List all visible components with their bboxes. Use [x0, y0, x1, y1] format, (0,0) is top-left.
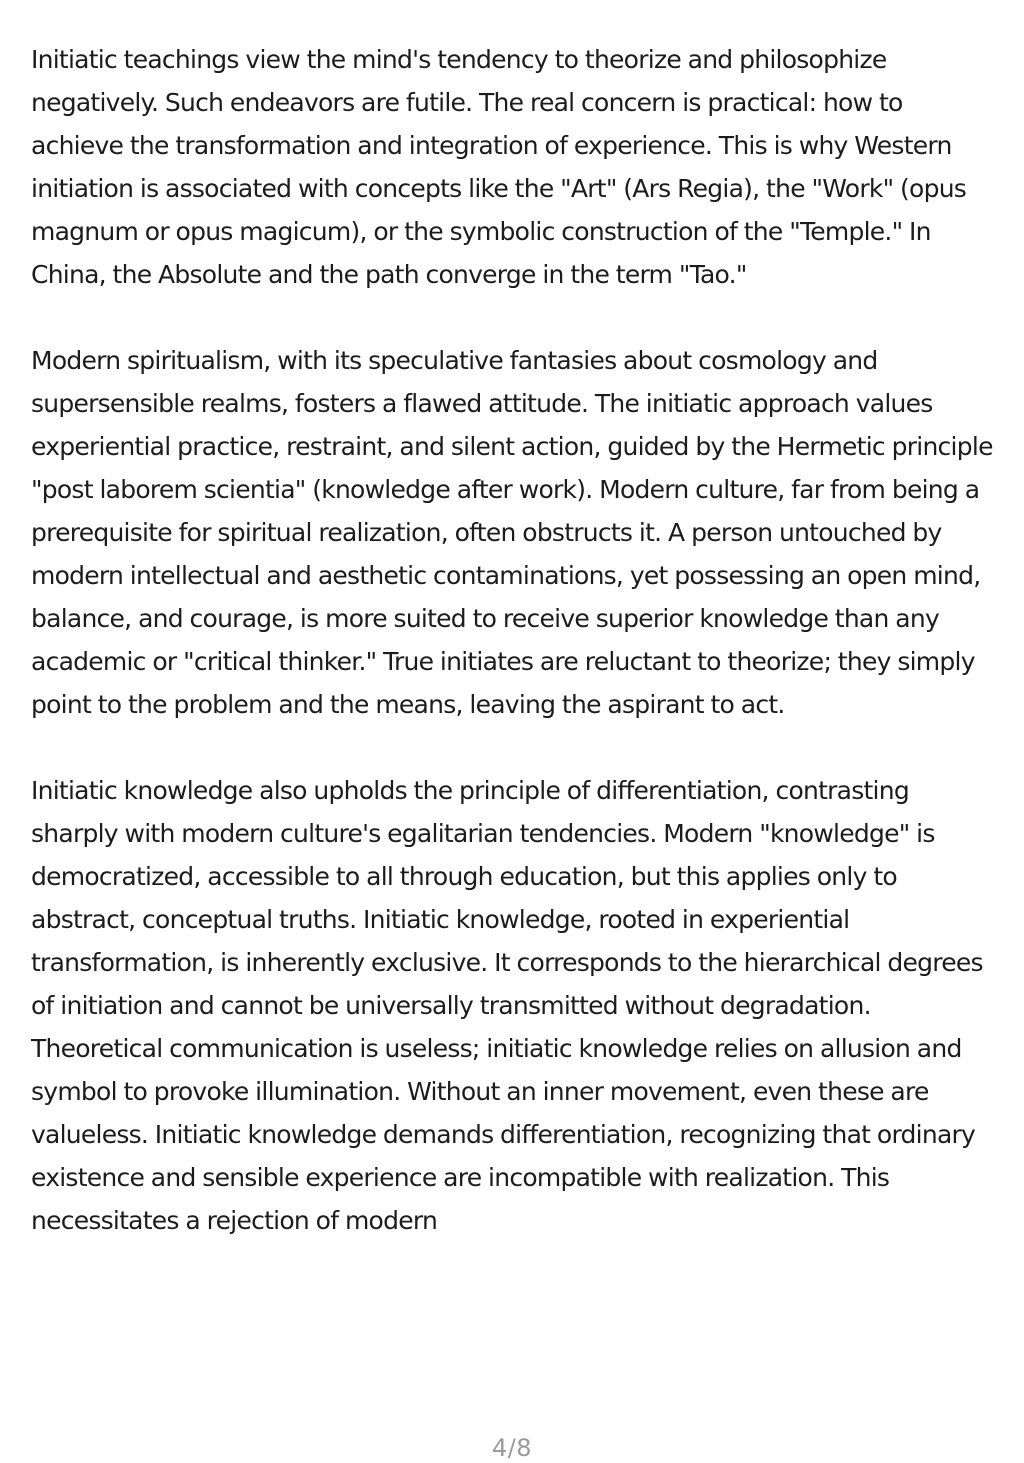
paragraph-1: Initiatic teachings view the mind's tendency to theorize and philosophize negatively. Such endeavors are futile. The real concern is practical: how to achieve the transformation and integration of experience. This is why Western initiation is associated with concepts like the "Art" (Ars Regia), the "Work" (opus magnum or opus magicum), or the symbolic construction of the "Temple." In China, the Absolute and the path converge in the term "Tao."	[31, 45, 967, 289]
paragraph-2: Modern spiritualism, with its speculative fantasies about cosmology and supersensible realms, fosters a flawed attitude. The initiatic approach values experiential practice, restraint, and silent action, guided by the Hermetic principle "post laborem scientia" (knowledge after work). Modern culture, far from being a prerequisite for spiritual realization, often obstructs it. A person untouched by modern intellectual and aesthetic contaminations, yet possessing an open mind, balance, and courage, is more suited to receive superior knowledge than any academic or "critical thinker." True initiates are reluctant to theorize; they simply point to the problem and the means, leaving the aspirant to act.	[31, 346, 993, 719]
paragraph-3: Initiatic knowledge also upholds the principle of differentiation, contrasting sharply with modern culture's egalitarian tendencies. Modern "knowledge" is democratized, accessible to all through education, but this applies only to abstract, conceptual truths. Initiatic knowledge, rooted in experiential transformation, is inherently exclusive. It corresponds to the hierarchical degrees of initiation and cannot be universally transmitted without degradation. Theoretical communication is useless; initiatic knowledge relies on allusion and symbol to provoke illumination. Without an inner movement, even these are valueless. Initiatic knowledge demands differentiation, recognizing that ordinary existence and sensible experience are incompatible with realization. This necessitates a rejection of modern	[31, 776, 983, 1235]
page-indicator: 4/8	[491, 1434, 533, 1462]
reader-page[interactable]	[31, 38, 999, 1242]
